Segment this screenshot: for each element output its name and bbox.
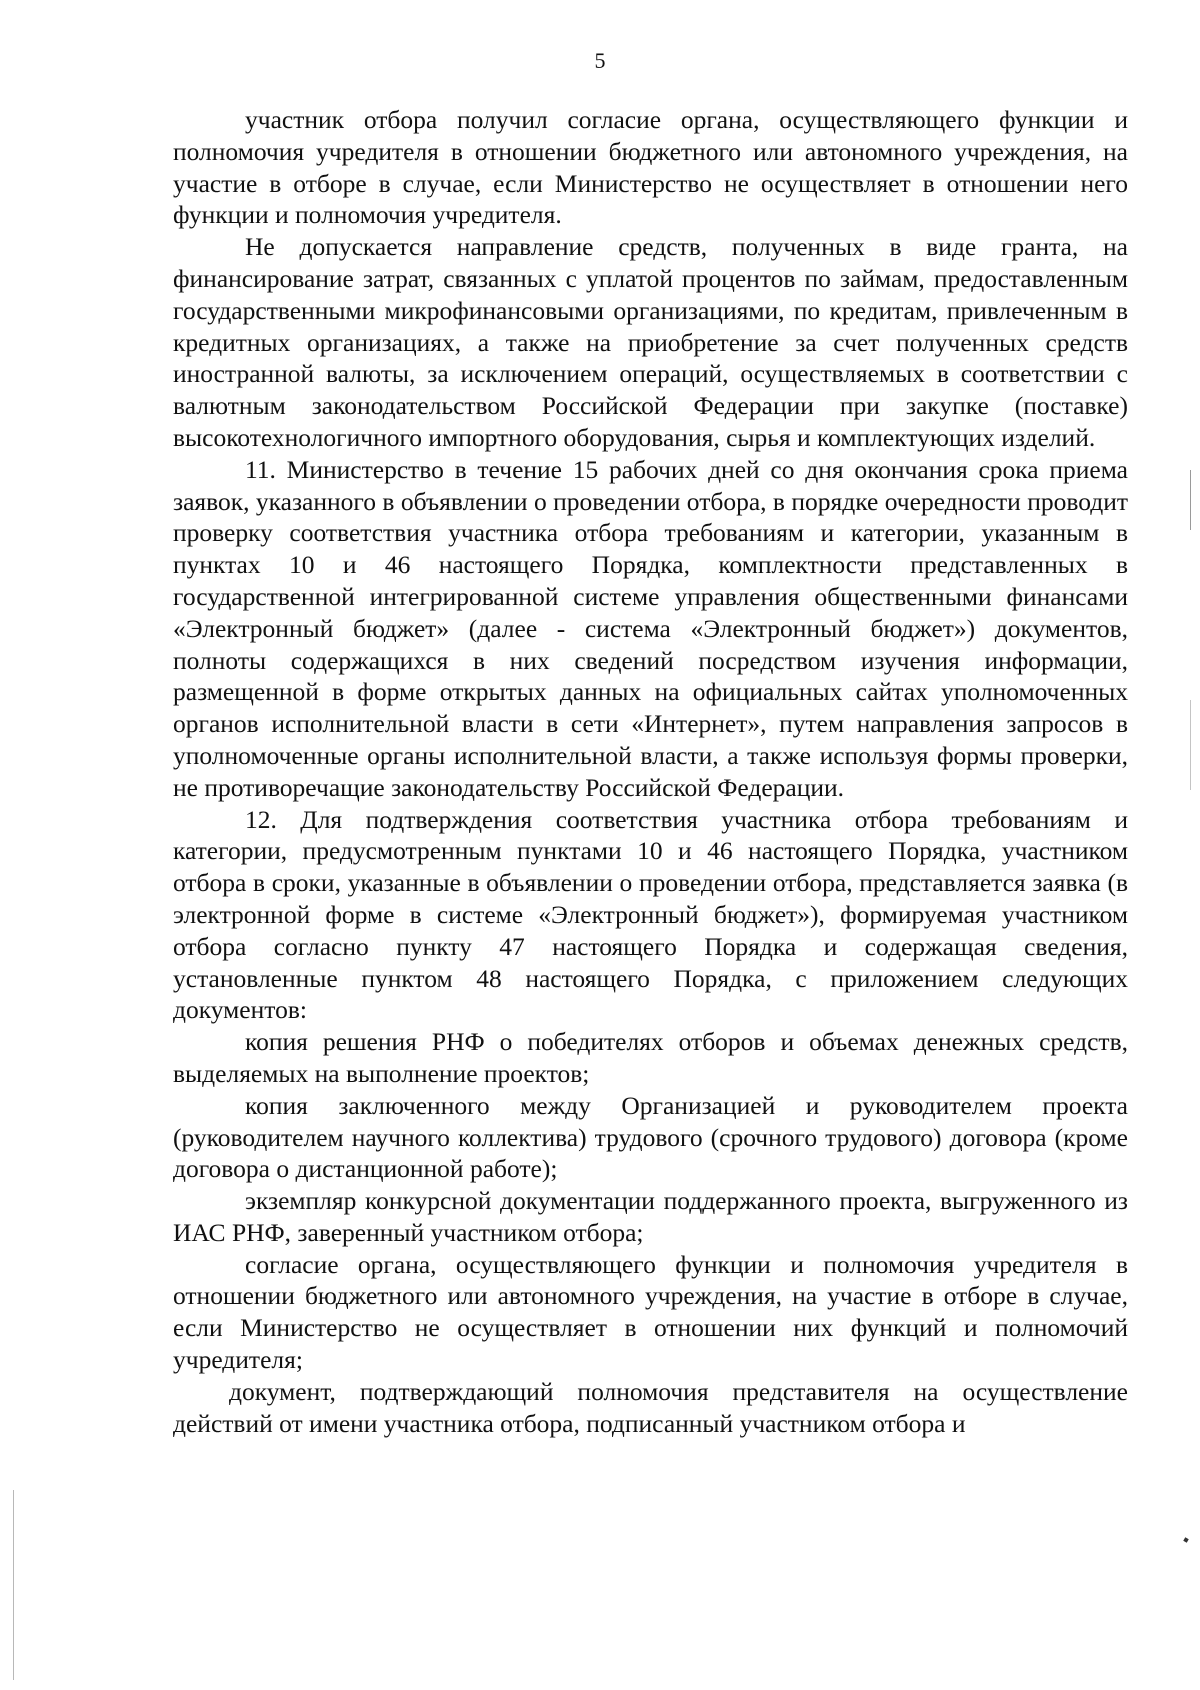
scan-speck — [1183, 1537, 1188, 1542]
list-item-authority-document: документ, подтверждающий полномочия представителя на осуществление действий от имени участника отбора, подписанный участником отбора и — [173, 1376, 1128, 1438]
scan-edge-mark-right — [1190, 470, 1191, 530]
scan-edge-mark-right-2 — [1190, 700, 1191, 790]
scan-edge-mark-left — [13, 1490, 14, 1680]
list-item-rnf-decision: копия решения РНФ о победителях отборов и объемах денежных средств, выделяемых на выполнение проектов; — [173, 1027, 1128, 1088]
paragraph-grant-restrictions: Не допускается направление средств, полученных в виде гранта, на финансирование затрат, связанных с уплатой процентов по займам, предоставленным государственными микрофинансовыми организациями, по кредитам, привлеченным в кредитных организациях, а также на приобретение за счет полученных средств иностранной валюты, за исключением операций, осуществляемых в соответствии с валютным законодательством Российской Федерации при закупке (поставке) высокотехнологичного импортного оборудования, сырья и комплектующих изделий. — [173, 232, 1128, 452]
paragraph-12: 12. Для подтверждения соответствия участника отбора требованиям и категории, предусмотренным пунктами 10 и 46 настоящего Порядка, участником отбора в сроки, указанные в объявлении о проведении отбора, представляется заявка (в электронной форме в системе «Электронный бюджет»), формируемая участником отбора согласно пункту 47 настоящего Порядка и содержащая сведения, установленные пунктом 48 настоящего Порядка, с приложением следующих документов: — [173, 804, 1128, 1025]
paragraph-continuation — [173, 104, 1128, 231]
list-item-labor-contract: копия заключенного между Организацией и руководителем проекта (руководителем научного коллектива) трудового (срочного трудового) договора (кроме договора о дистанционной работе); — [173, 1090, 1128, 1184]
paragraph-text: участник отбора получил согласие органа, осуществляющего функции и полномочия учредителя в отношении бюджетного или автономного учреждения, на участие в отборе в случае, если Министерство не осуществляет в отношении него функции и полномочия учредителя. — [173, 105, 1128, 230]
document-body — [173, 104, 1128, 1439]
paragraph-11: 11. Министерство в течение 15 рабочих дней со дня окончания срока приема заявок, указанного в объявлении о проведении отбора, в порядке очередности проводит проверку соответствия участника отбора требованиям и категории, указанным в пунктах 10 и 46 настоящего Порядка, комплектности представленных в государственной интегрированной системе управления общественными финансами «Электронный бюджет» (далее - система «Электронный бюджет») документов, полноты содержащихся в них сведений посредством изучения информации, размещенной в форме открытых данных на официальных сайтах уполномоченных органов исполнительной власти в сети «Интернет», путем направления запросов в уполномоченные органы исполнительной власти, а также используя формы проверки, не противоречащие законодательству Российской Федерации. — [173, 454, 1128, 802]
list-item-competition-docs: экземпляр конкурсной документации поддержанного проекта, выгруженного из ИАС РНФ, заверенный участником отбора; — [173, 1186, 1128, 1247]
list-item-founder-consent: согласие органа, осуществляющего функции и полномочия учредителя в отношении бюджетного или автономного учреждения, на участие в отборе в случае, если Министерство не осуществляет в отношении них функций и полномочий учредителя; — [173, 1249, 1128, 1375]
page-number: 5 — [594, 48, 606, 73]
